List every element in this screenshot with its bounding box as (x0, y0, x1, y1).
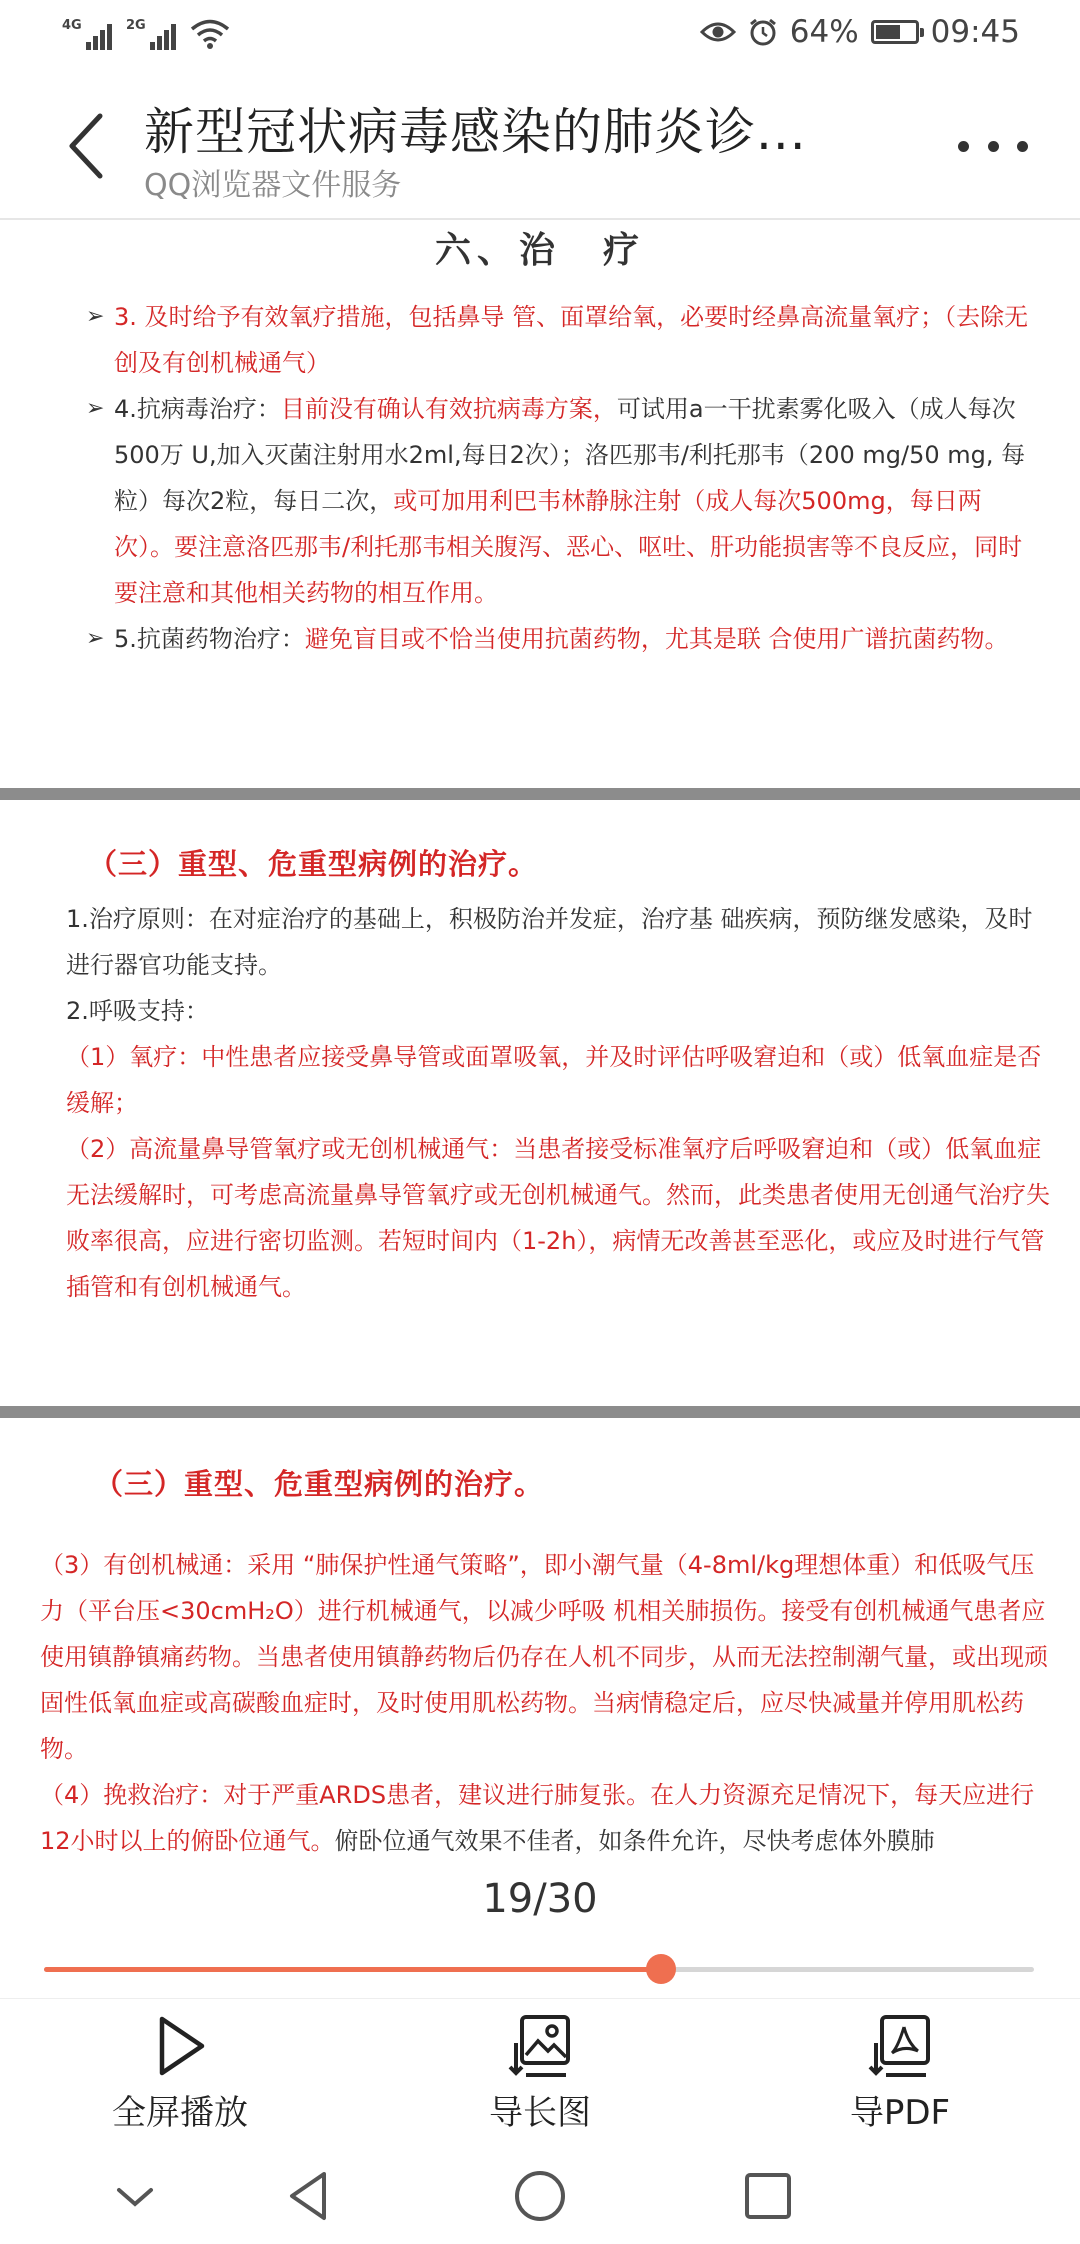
page-indicator: 19/30 (482, 1876, 598, 1922)
arrow-bullet-icon: ➢ (86, 626, 105, 651)
paragraph (66, 896, 1056, 988)
text-run: 俯卧位通气效果不佳者，如条件允许，尽快考虑体外膜肺 (334, 1827, 935, 1855)
arrow-bullet-icon: ➢ (86, 304, 105, 329)
home-circle-icon[interactable] (510, 2166, 570, 2226)
text-run: 2.呼吸支持： (66, 997, 209, 1025)
alarm-icon (748, 17, 778, 47)
play-icon (150, 2013, 210, 2079)
page-title: 新型冠状病毒感染的肺炎诊... (144, 103, 807, 161)
slide-page-2 (0, 800, 1080, 1400)
text-run: 3. 及时给予有效氧疗措施，包括鼻导 管、面罩给氧，必要时经鼻高流量氧疗；（去除无创及有创机械通气） (114, 303, 1029, 377)
section-body (66, 896, 1056, 1310)
wifi-icon (190, 18, 230, 50)
bottom-toolbar (0, 1998, 1080, 2139)
slide-heading: 六、治 疗 (434, 230, 645, 271)
battery-icon (871, 20, 919, 44)
section-title: （三）重型、危重型病例的治疗。 (94, 1467, 545, 1501)
fullscreen-play-label: 全屏播放 (112, 2093, 248, 2133)
slider-progress (44, 1967, 661, 1972)
text-run: （4）挽救治疗：对于严重ARDS患者，建议进行肺复张。在人力资源充足情况下，每天应进行12小时以上的俯卧位通气。 (40, 1781, 1035, 1855)
section-body (40, 1542, 1050, 1864)
text-run: 4.抗病毒治疗： (114, 395, 281, 423)
status-left (62, 18, 230, 50)
list-item (86, 294, 1036, 386)
image-export-icon (508, 2013, 572, 2079)
app-header (0, 72, 1080, 220)
battery-percent: 64% (789, 14, 859, 50)
text-run: （2）高流量鼻导管氧疗或无创机械通气：当患者接受标准氧疗后呼吸窘迫和（或）低氧血症无法缓解时，可考虑高流量鼻导管氧疗或无创机械通气。然而，此类患者使用无创通气治疗失败率很高，应进行密切监测。若短时间内（1-2h），病情无改善甚至恶化，或应及时进行气管插管和有创机械通气。 (66, 1135, 1050, 1301)
export-pdf-label: 导PDF (849, 2093, 951, 2133)
paragraph (40, 1542, 1050, 1772)
section-title: （三）重型、危重型病例的治疗。 (88, 847, 539, 881)
text-run: 或可加用利巴韦林静脉注射（成人每次500mg，每日两次）。要注意洛匹那韦/利托那韦相关腹泻、恶心、呕吐、肝功能损害等不良反应，同时要注意和其他相关药物的相互作用。 (114, 487, 1023, 607)
text-run: 1.治疗原则：在对症治疗的基础上，积极防治并发症，治疗基 础疾病，预防继发感染，及时进行器官功能支持。 (66, 905, 1033, 979)
hide-keyboard-icon[interactable] (105, 2166, 165, 2226)
export-long-image-button[interactable] (420, 2013, 660, 2134)
list-item (86, 386, 1036, 616)
sim1-label: 4G (62, 18, 82, 33)
page-slider[interactable] (44, 1950, 1034, 1990)
list-item (86, 616, 1036, 662)
paragraph (66, 1126, 1056, 1310)
recents-square-icon[interactable] (738, 2166, 798, 2226)
chevron-left-icon[interactable] (56, 106, 116, 186)
export-long-image-label: 导长图 (489, 2093, 591, 2133)
page-subtitle: QQ浏览器文件服务 (144, 168, 402, 203)
signal-2-icon (126, 18, 176, 50)
fullscreen-play-button[interactable] (60, 2013, 300, 2134)
arrow-bullet-icon: ➢ (86, 396, 105, 421)
page-separator (0, 788, 1080, 800)
more-horizontal-icon[interactable] (958, 134, 1028, 158)
export-pdf-button[interactable] (780, 2013, 1020, 2134)
slide-body (86, 294, 1036, 662)
text-run: （1）氧疗：中性患者应接受鼻导管或面罩吸氧，并及时评估呼吸窘迫和（或）低氧血症是否缓解； (66, 1043, 1042, 1117)
status-right (700, 14, 1020, 50)
slide-page-3 (0, 1418, 1080, 1900)
eye-comfort-icon (700, 20, 736, 44)
back-triangle-icon[interactable] (280, 2166, 340, 2226)
slide-page-1 (0, 220, 1080, 788)
page-separator (0, 1406, 1080, 1418)
text-run: 5.抗菌药物治疗： (114, 625, 305, 653)
paragraph (66, 1034, 1056, 1126)
signal-1-icon (62, 18, 112, 50)
text-run: 可试用a一干扰素雾化吸入（成人每次500万 U,加入灭菌注射用水2ml,每日2次）；洛匹那韦/利托那韦（200 mg/50 mg, 每粒）每次2粒，每日二次， (114, 395, 1026, 515)
slider-thumb[interactable] (646, 1954, 676, 1984)
document-viewer[interactable] (0, 220, 1080, 1900)
paragraph (66, 988, 1056, 1034)
clock: 09:45 (930, 14, 1020, 50)
paragraph (40, 1772, 1050, 1864)
status-bar (0, 0, 1080, 72)
text-run: （3）有创机械通：采用 “肺保护性通气策略”，即小潮气量（4-8ml/kg理想体重）和低吸气压力（平台压<30cmH₂O）进行机械通气，以减少呼吸 机相关肺损伤。接受有创机械通气患者应使用镇静镇痛药物。当患者使用镇静药物后仍存在人机不同步，从而无法控制潮气量，或出现顽固性低氧血症或高碳酸血症时，及时使用肌松药物。当病情稳定后，应尽快减量并停用肌松药物。 (40, 1551, 1048, 1763)
pdf-export-icon (868, 2013, 932, 2079)
sim2-label: 2G (126, 18, 146, 33)
text-run: 避免盲目或不恰当使用抗菌药物，尤其是联 合使用广谱抗菌药物。 (304, 625, 1009, 653)
system-navbar (0, 2150, 1080, 2244)
text-run: 目前没有确认有效抗病毒方案， (280, 395, 617, 423)
